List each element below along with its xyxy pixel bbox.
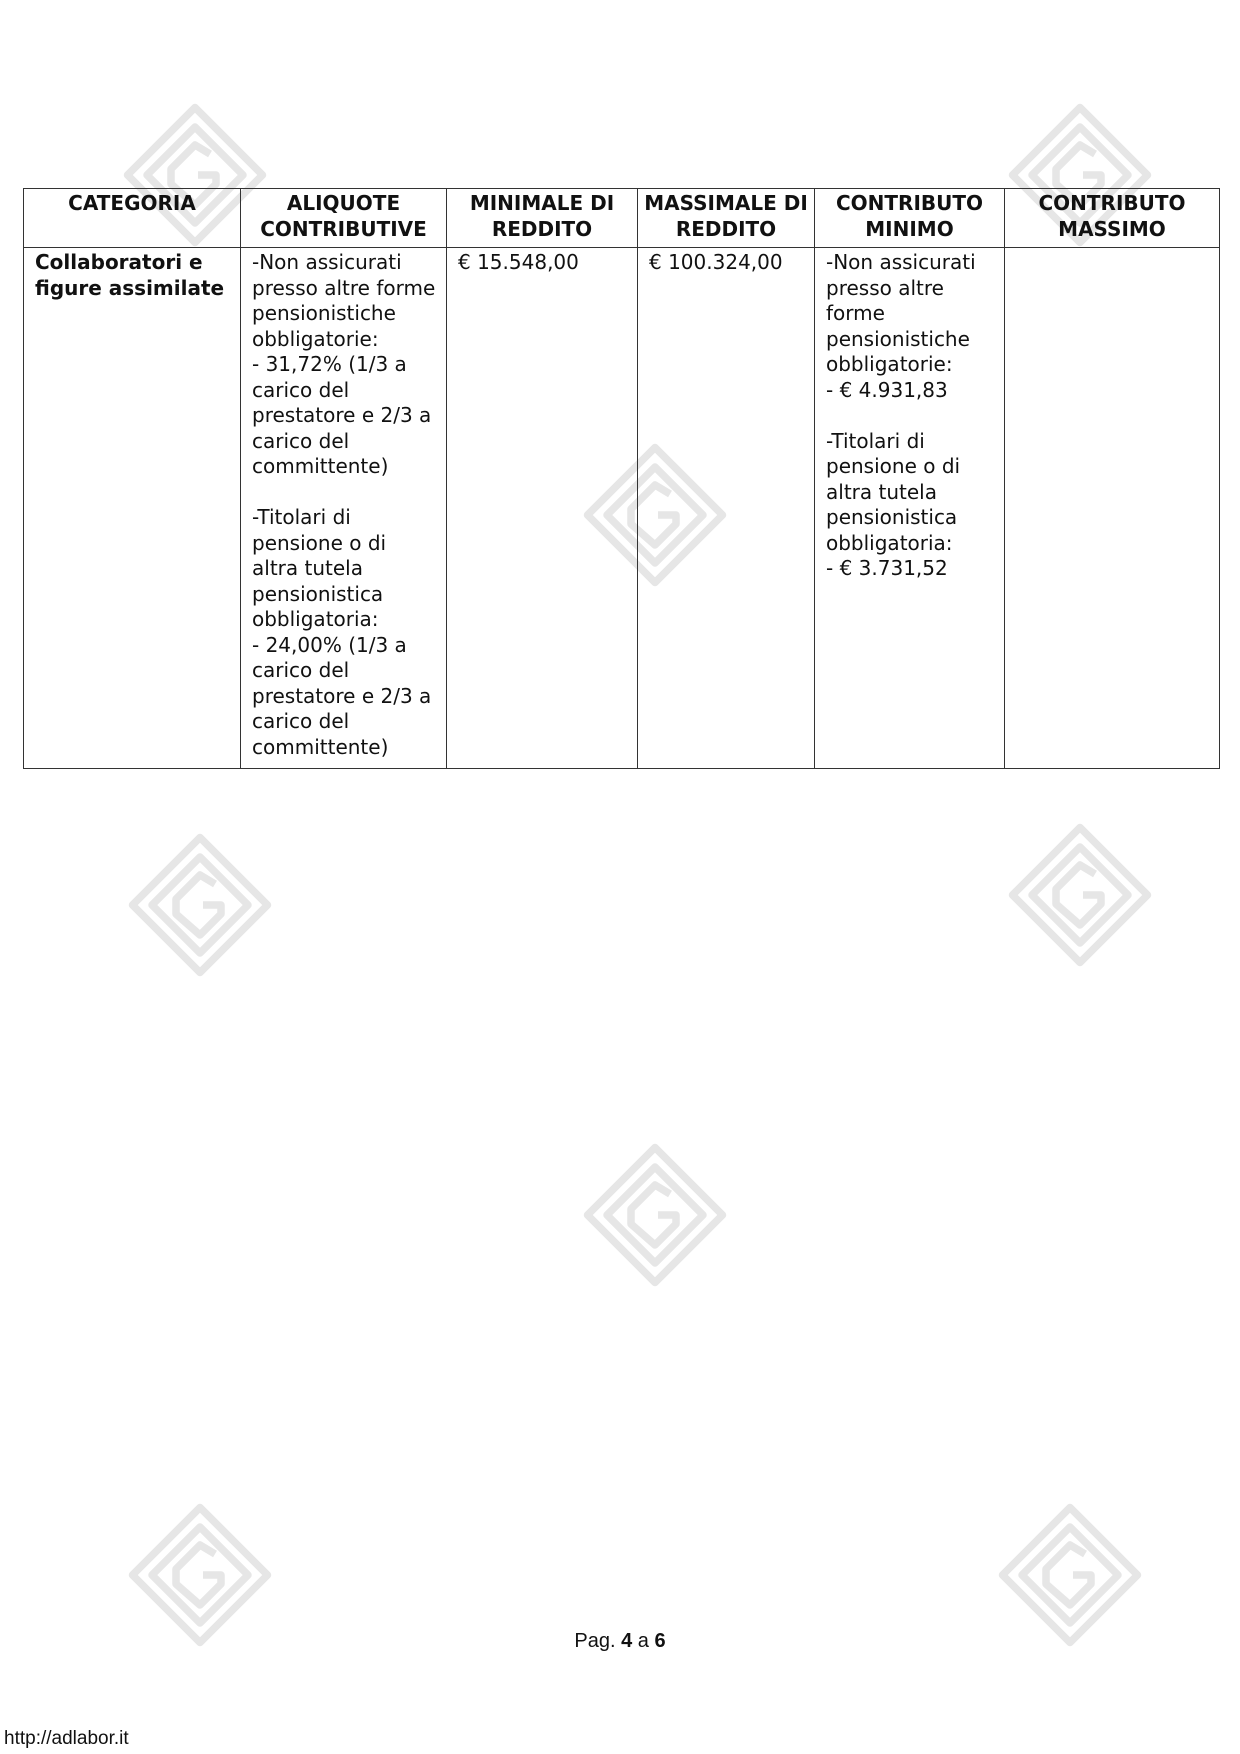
cell-categoria: Collaboratori e figure assimilate bbox=[24, 248, 241, 769]
site-url[interactable]: http://adlabor.it bbox=[4, 1728, 129, 1749]
page-current: 4 bbox=[621, 1630, 633, 1652]
cell-massimale: € 100.324,00 bbox=[638, 248, 815, 769]
header-contributo-minimo: CONTRIBUTO MINIMO bbox=[815, 189, 1005, 248]
watermark-logo-icon bbox=[1005, 820, 1155, 970]
cell-contributo-massimo bbox=[1005, 248, 1220, 769]
header-aliquote: ALIQUOTE CONTRIBUTIVE bbox=[241, 189, 447, 248]
page-number bbox=[0, 1630, 1240, 1653]
watermark-logo-icon bbox=[125, 830, 275, 980]
cell-minimale: € 15.548,00 bbox=[447, 248, 638, 769]
contributions-table bbox=[23, 188, 1220, 769]
page-separator: a bbox=[637, 1630, 649, 1652]
watermark-logo-icon bbox=[580, 1140, 730, 1290]
page-prefix: Pag. bbox=[574, 1630, 616, 1652]
header-massimale: MASSIMALE DI REDDITO bbox=[638, 189, 815, 248]
table-row bbox=[24, 248, 1220, 769]
table-header-row bbox=[24, 189, 1220, 248]
page-total: 6 bbox=[654, 1630, 666, 1652]
cell-aliquote: -Non assicurati presso altre forme pensionistiche obbligatorie: - 31,72% (1/3 a carico del prestatore e 2/3 a carico del committente) -Titolari di pensione o di altra tutela pensionistica obbligatoria: - 24,00% (1/3 a carico del prestatore e 2/3 a carico del committente) bbox=[241, 248, 447, 769]
watermark-logo-icon bbox=[125, 1500, 275, 1650]
header-categoria: CATEGORIA bbox=[24, 189, 241, 248]
header-minimale: MINIMALE DI REDDITO bbox=[447, 189, 638, 248]
header-contributo-massimo: CONTRIBUTO MASSIMO bbox=[1005, 189, 1220, 248]
cell-contributo-minimo: -Non assicurati presso altre forme pensionistiche obbligatorie: - € 4.931,83 -Titolari di pensione o di altra tutela pensionistica obbligatoria: - € 3.731,52 bbox=[815, 248, 1005, 769]
watermark-logo-icon bbox=[995, 1500, 1145, 1650]
